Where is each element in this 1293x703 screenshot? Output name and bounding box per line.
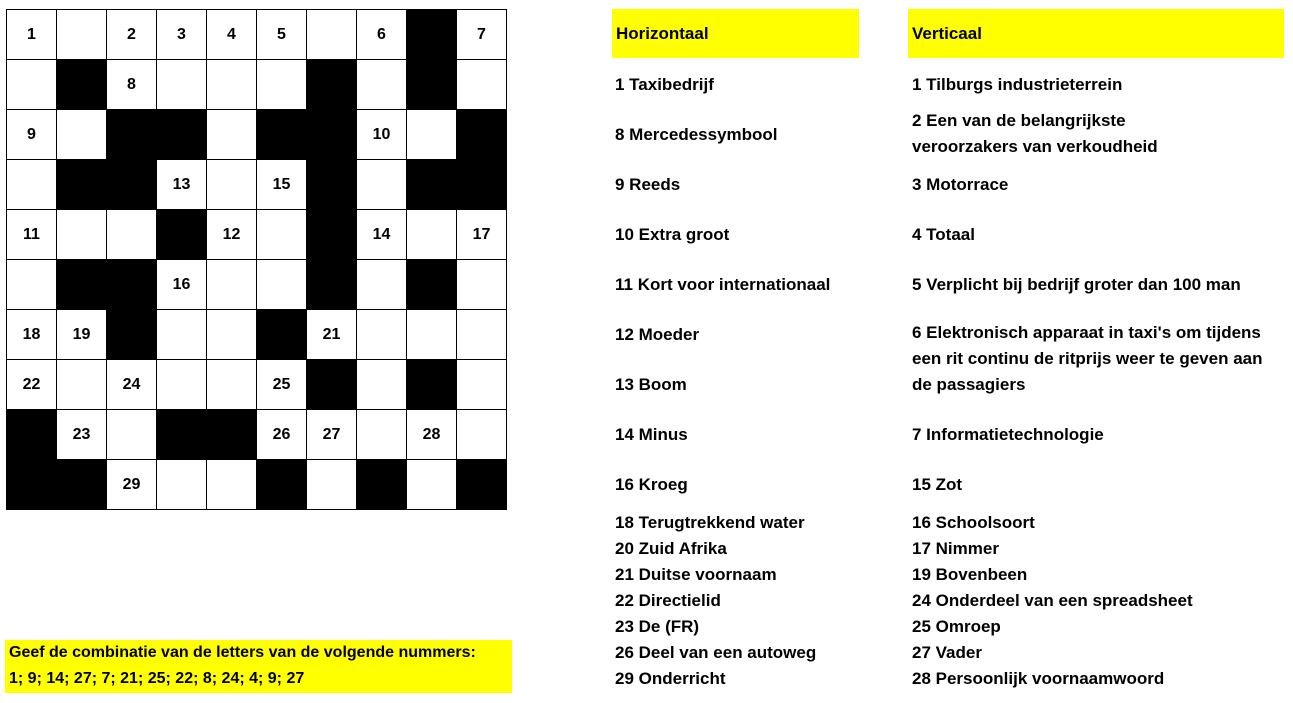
grid-cell[interactable] (407, 460, 457, 510)
grid-cell[interactable] (57, 110, 107, 160)
grid-block (407, 160, 457, 210)
grid-block (157, 410, 207, 460)
grid-cell[interactable]: 2 (107, 10, 157, 60)
grid-cell[interactable]: 24 (107, 360, 157, 410)
grid-cell[interactable]: 29 (107, 460, 157, 510)
across-clue: 26 Deel van een autoweg (615, 643, 817, 662)
grid-cell[interactable]: 7 (457, 10, 507, 60)
grid-block (257, 110, 307, 160)
grid-cell[interactable]: 6 (357, 10, 407, 60)
grid-cell[interactable]: 9 (7, 110, 57, 160)
across-clue: 13 Boom (615, 375, 687, 394)
grid-block (257, 310, 307, 360)
across-clue: 20 Zuid Afrika (615, 539, 727, 558)
grid-cell[interactable] (57, 10, 107, 60)
grid-cell[interactable]: 3 (157, 10, 207, 60)
across-clue: 22 Directielid (615, 591, 721, 610)
grid-cell[interactable]: 25 (257, 360, 307, 410)
down-clue: 1 Tilburgs industrieterrein (912, 75, 1123, 94)
grid-cell[interactable]: 12 (207, 210, 257, 260)
grid-block (307, 160, 357, 210)
across-clue: 29 Onderricht (615, 669, 726, 688)
crossword-grid (6, 9, 507, 510)
grid-cell[interactable] (157, 60, 207, 110)
grid-cell[interactable] (207, 460, 257, 510)
grid-cell[interactable]: 16 (157, 260, 207, 310)
grid-cell[interactable]: 4 (207, 10, 257, 60)
grid-block (307, 60, 357, 110)
grid-cell[interactable]: 11 (7, 210, 57, 260)
grid-cell[interactable] (407, 110, 457, 160)
grid-cell[interactable]: 18 (7, 310, 57, 360)
grid-cell[interactable]: 21 (307, 310, 357, 360)
across-clue: 12 Moeder (615, 325, 700, 344)
grid-cell[interactable] (307, 10, 357, 60)
instruction-text: Geef de combinatie van de letters van de volgende nummers: (9, 644, 476, 661)
down-clue: 5 Verplicht bij bedrijf groter dan 100 man (912, 275, 1241, 294)
down-clue: 15 Zot (912, 475, 963, 494)
grid-cell[interactable] (357, 310, 407, 360)
grid-block (407, 60, 457, 110)
across-clue: 9 Reeds (615, 175, 681, 194)
grid-cell[interactable]: 14 (357, 210, 407, 260)
grid-cell[interactable] (57, 210, 107, 260)
grid-cell[interactable] (357, 160, 407, 210)
grid-cell[interactable] (7, 160, 57, 210)
grid-block (107, 110, 157, 160)
grid-cell[interactable] (207, 310, 257, 360)
grid-cell[interactable] (257, 260, 307, 310)
grid-block (457, 160, 507, 210)
grid-block (407, 260, 457, 310)
grid-block (207, 410, 257, 460)
grid-cell[interactable] (407, 310, 457, 360)
grid-block (107, 310, 157, 360)
grid-cell[interactable] (357, 260, 407, 310)
grid-cell[interactable] (157, 360, 207, 410)
grid-cell[interactable] (457, 60, 507, 110)
grid-cell[interactable] (257, 60, 307, 110)
across-clue: 10 Extra groot (615, 225, 730, 244)
grid-cell[interactable]: 13 (157, 160, 207, 210)
grid-cell[interactable]: 23 (57, 410, 107, 460)
grid-cell[interactable] (407, 210, 457, 260)
across-clue: 23 De (FR) (615, 617, 700, 636)
grid-block (307, 210, 357, 260)
grid-cell[interactable]: 5 (257, 10, 307, 60)
grid-block (7, 460, 57, 510)
grid-cell[interactable] (157, 460, 207, 510)
grid-cell[interactable]: 22 (7, 360, 57, 410)
instruction-box (5, 640, 512, 693)
down-clue: 28 Persoonlijk voornaamwoord (912, 669, 1165, 688)
across-clue: 16 Kroeg (615, 475, 688, 494)
grid-cell[interactable] (457, 360, 507, 410)
across-clue: 11 Kort voor internationaal (615, 275, 831, 294)
grid-block (257, 460, 307, 510)
grid-cell[interactable] (207, 110, 257, 160)
grid-cell[interactable] (157, 310, 207, 360)
grid-cell[interactable] (457, 410, 507, 460)
down-clue: 24 Onderdeel van een spreadsheet (912, 591, 1193, 610)
grid-cell[interactable]: 27 (307, 410, 357, 460)
grid-block (307, 110, 357, 160)
grid-cell[interactable] (207, 260, 257, 310)
grid-cell[interactable] (357, 60, 407, 110)
grid-cell[interactable]: 26 (257, 410, 307, 460)
grid-cell[interactable] (7, 60, 57, 110)
grid-cell[interactable] (207, 160, 257, 210)
grid-block (107, 160, 157, 210)
across-header: Horizontaal (612, 9, 859, 58)
down-clue: 16 Schoolsoort (912, 513, 1035, 532)
grid-cell[interactable] (457, 310, 507, 360)
grid-block (307, 360, 357, 410)
down-clue: 17 Nimmer (912, 539, 999, 558)
down-clue: 25 Omroep (912, 617, 1001, 636)
grid-block (57, 260, 107, 310)
grid-block (57, 160, 107, 210)
down-clue: 2 Een van de belangrijkste veroorzakers van verkoudheid (912, 111, 1158, 156)
across-clue: 1 Taxibedrijf (615, 75, 714, 94)
grid-cell[interactable]: 19 (57, 310, 107, 360)
grid-cell[interactable]: 1 (7, 10, 57, 60)
grid-block (7, 410, 57, 460)
grid-cell[interactable] (7, 260, 57, 310)
grid-block (357, 460, 407, 510)
down-clue: 6 Elektronisch apparaat in taxi's om tijdens een rit continu de ritprijs weer te geven aan de passagiers (912, 323, 1263, 394)
grid-block (157, 210, 207, 260)
grid-block (457, 460, 507, 510)
across-clue: 8 Mercedessymbool (615, 125, 778, 144)
grid-cell[interactable] (307, 460, 357, 510)
grid-block (157, 110, 207, 160)
grid-cell[interactable]: 15 (257, 160, 307, 210)
grid-block (57, 460, 107, 510)
grid-cell[interactable] (207, 360, 257, 410)
grid-block (307, 260, 357, 310)
across-clue: 21 Duitse voornaam (615, 565, 777, 584)
grid-block (457, 110, 507, 160)
down-clue: 7 Informatietechnologie (912, 425, 1104, 444)
down-clue: 19 Bovenbeen (912, 565, 1028, 584)
down-clue: 4 Totaal (912, 225, 975, 244)
grid-cell[interactable]: 28 (407, 410, 457, 460)
down-clue: 3 Motorrace (912, 175, 1009, 194)
grid-cell[interactable] (57, 360, 107, 410)
grid-cell[interactable] (107, 210, 157, 260)
grid-cell[interactable]: 17 (457, 210, 507, 260)
grid-cell[interactable] (257, 210, 307, 260)
grid-block (107, 260, 157, 310)
instruction-numbers: 1; 9; 14; 27; 7; 21; 25; 22; 8; 24; 4; 9; 27 (9, 670, 305, 687)
across-clue: 14 Minus (615, 425, 688, 444)
grid-cell[interactable] (357, 360, 407, 410)
down-clue: 27 Vader (912, 643, 982, 662)
down-header: Verticaal (908, 9, 1284, 58)
grid-block (57, 60, 107, 110)
across-clue: 18 Terugtrekkend water (615, 513, 805, 532)
grid-cell[interactable] (357, 410, 407, 460)
grid-cell[interactable] (207, 60, 257, 110)
grid-cell[interactable]: 10 (357, 110, 407, 160)
grid-cell[interactable] (457, 260, 507, 310)
grid-cell[interactable]: 8 (107, 60, 157, 110)
grid-block (407, 360, 457, 410)
grid-block (407, 10, 457, 60)
grid-cell[interactable] (107, 410, 157, 460)
